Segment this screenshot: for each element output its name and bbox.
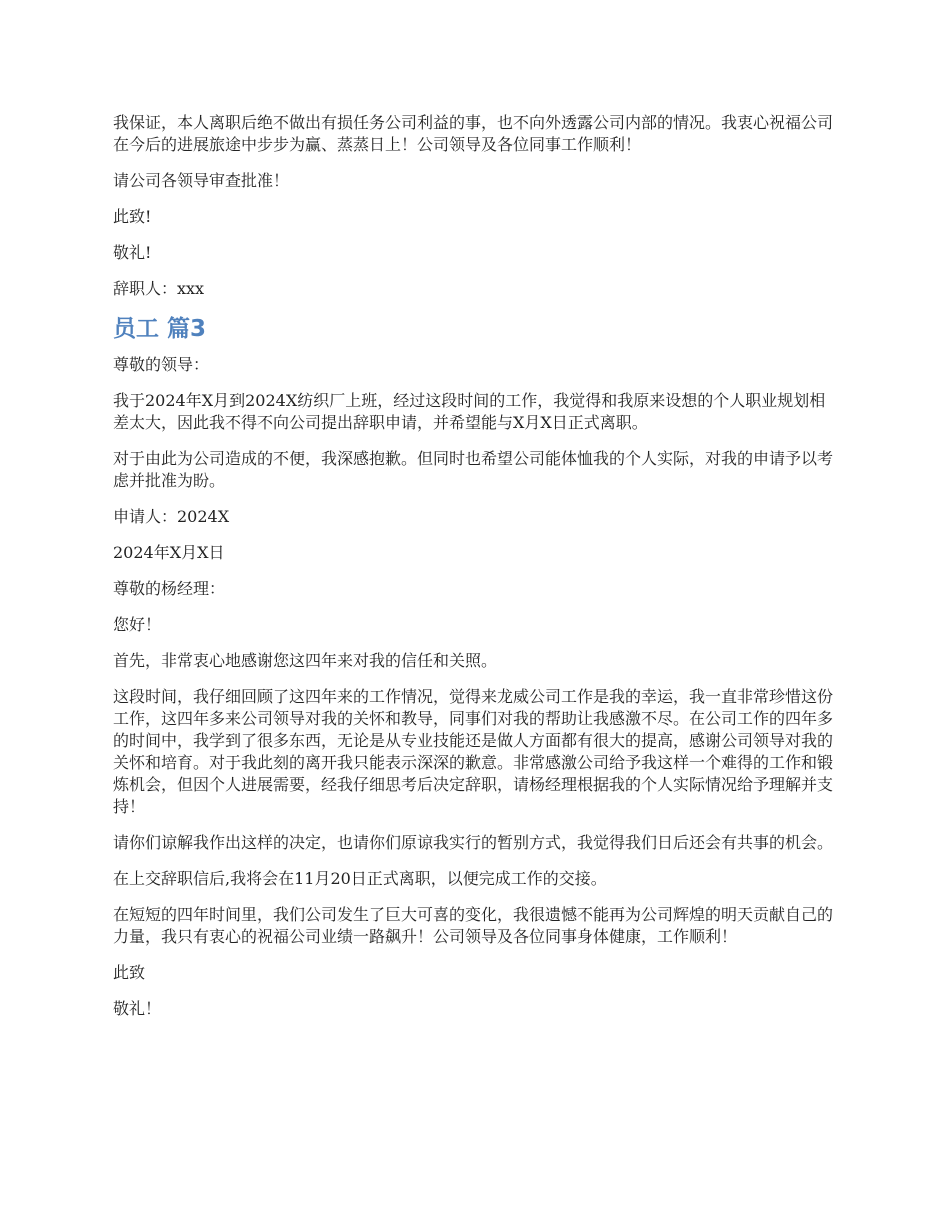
paragraph-resignation-intro: 我于2024年X月到2024X纺织厂上班，经过这段时间的工作，我觉得和我原来设想的个人职业规划相差太大，因此我不得不向公司提出辞职申请，并希望能与X月X日正式离职。 xyxy=(113,391,826,432)
paragraph-salute-2: 敬礼！ xyxy=(113,999,162,1018)
paragraph-signature-1: 辞职人：xxx xyxy=(113,279,205,298)
paragraph-greeting-2: 尊敬的杨经理： xyxy=(113,579,226,598)
paragraph-date: 2024年X月X日 xyxy=(113,543,225,562)
paragraph-apology: 对于由此为公司造成的不便，我深感抱歉。但同时也希望公司能体恤我的个人实际，对我的申请予以考虑并批准为盼。 xyxy=(113,449,834,490)
paragraph-request-approval: 请公司各领导审查批准！ xyxy=(113,171,290,190)
paragraph-applicant: 申请人：2024X xyxy=(113,507,230,526)
paragraph-hello: 您好！ xyxy=(113,615,162,634)
paragraph-understanding: 请你们谅解我作出这样的决定，也请你们原谅我实行的暂别方式，我觉得我们日后还会有共事的机会。 xyxy=(113,833,834,852)
document-page xyxy=(113,112,841,1034)
paragraph-closing-2: 此致 xyxy=(113,963,146,982)
paragraph-thanks: 首先，非常衷心地感谢您这四年来对我的信任和关照。 xyxy=(113,651,498,670)
paragraph-review: 这段时间，我仔细回顾了这四年来的工作情况，觉得来龙威公司工作是我的幸运，我一直非常珍惜这份工作，这四年多来公司领导对我的关怀和教导，同事们对我的帮助让我感激不尽。在公司工作的四年多的时间中，我学到了很多东西，无论是从专业技能还是做人方面都有很大的提高，感谢公司领导对我的关怀和培育。对于我此刻的离开我只能表示深深的歉意。非常感激公司给予我这样一个难得的工作和锻炼机会，但因个人进展需要，经我仔细思考后决定辞职，请杨经理根据我的个人实际情况给予理解并支持！ xyxy=(113,687,834,816)
paragraph-pledge: 我保证，本人离职后绝不做出有损任务公司利益的事，也不向外透露公司内部的情况。我衷心祝福公司在今后的进展旅途中步步为赢、蒸蒸日上！公司领导及各位同事工作顺利！ xyxy=(113,113,834,154)
paragraph-leave-date: 在上交辞职信后,我将会在11月20日正式离职，以便完成工作的交接。 xyxy=(113,869,607,888)
paragraph-salute-1: 敬礼! xyxy=(113,243,152,262)
paragraph-greeting-1: 尊敬的领导： xyxy=(113,355,210,374)
paragraph-wishes: 在短短的四年时间里，我们公司发生了巨大可喜的变化，我很遗憾不能再为公司辉煌的明天贡献自己的力量，我只有衷心的祝福公司业绩一路飙升！公司领导及各位同事身体健康，工作顺利！ xyxy=(113,905,834,946)
section-heading: 员工 篇3 xyxy=(113,316,207,342)
paragraph-closing-1: 此致! xyxy=(113,207,152,226)
